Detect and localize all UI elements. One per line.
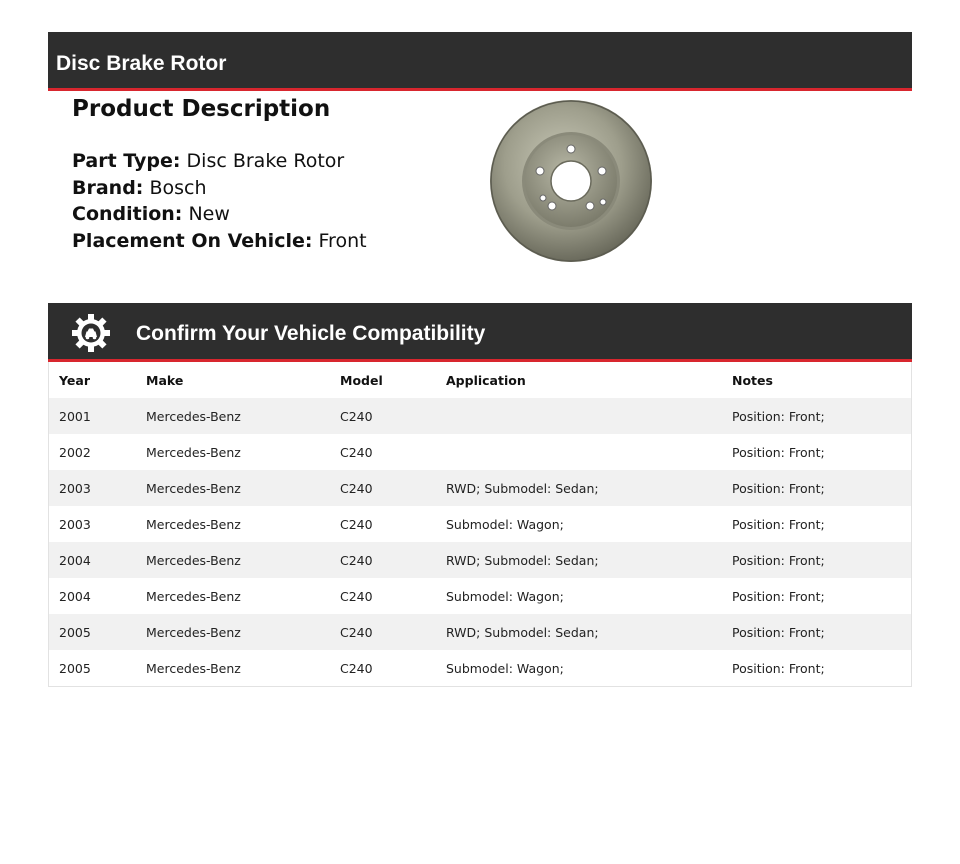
cell-make: Mercedes-Benz xyxy=(146,624,241,640)
table-row xyxy=(49,470,911,506)
cell-year: 2002 xyxy=(59,444,91,460)
cell-application: RWD; Submodel: Sedan; xyxy=(446,552,599,568)
spec-brand xyxy=(72,175,452,202)
cell-application: Submodel: Wagon; xyxy=(446,588,564,604)
table-row xyxy=(49,650,911,686)
cell-model: C240 xyxy=(340,624,373,640)
spec-part-type xyxy=(72,148,452,175)
table-body xyxy=(49,398,911,686)
spec-value: Bosch xyxy=(149,176,207,199)
cell-model: C240 xyxy=(340,408,373,424)
table-row xyxy=(49,398,911,434)
column-header-model: Model xyxy=(340,372,383,388)
table-row xyxy=(49,542,911,578)
cell-make: Mercedes-Benz xyxy=(146,552,241,568)
cell-notes: Position: Front; xyxy=(732,588,825,604)
cell-year: 2001 xyxy=(59,408,91,424)
table-row xyxy=(49,506,911,542)
column-header-year: Year xyxy=(59,372,90,388)
table-header-row xyxy=(49,362,911,398)
cell-year: 2003 xyxy=(59,516,91,532)
cell-notes: Position: Front; xyxy=(732,552,825,568)
cell-year: 2005 xyxy=(59,624,91,640)
spec-label: Part Type: xyxy=(72,150,181,172)
spec-label: Condition: xyxy=(72,203,183,225)
description-heading: Product Description xyxy=(72,96,331,122)
cell-year: 2004 xyxy=(59,552,91,568)
compatibility-banner xyxy=(48,303,912,362)
cell-notes: Position: Front; xyxy=(732,480,825,496)
compatibility-table xyxy=(48,362,912,687)
cell-notes: Position: Front; xyxy=(732,624,825,640)
table-row xyxy=(49,578,911,614)
cell-make: Mercedes-Benz xyxy=(146,588,241,604)
cell-model: C240 xyxy=(340,660,373,676)
cell-model: C240 xyxy=(340,480,373,496)
cell-year: 2003 xyxy=(59,480,91,496)
cell-application xyxy=(436,434,722,470)
column-header-application: Application xyxy=(446,372,526,388)
cell-make: Mercedes-Benz xyxy=(146,480,241,496)
cell-notes: Position: Front; xyxy=(732,516,825,532)
table-row xyxy=(49,614,911,650)
cell-application: Submodel: Wagon; xyxy=(446,516,564,532)
column-header-notes: Notes xyxy=(732,372,773,388)
cell-model: C240 xyxy=(340,588,373,604)
cell-notes: Position: Front; xyxy=(732,444,825,460)
cell-year: 2005 xyxy=(59,660,91,676)
cell-notes: Position: Front; xyxy=(732,660,825,676)
spec-value: New xyxy=(188,203,230,225)
cell-model: C240 xyxy=(340,516,373,532)
cell-application xyxy=(436,398,722,434)
cell-year: 2004 xyxy=(59,588,91,604)
spec-list xyxy=(72,148,452,254)
cell-make: Mercedes-Benz xyxy=(146,444,241,460)
cell-make: Mercedes-Benz xyxy=(146,660,241,676)
compatibility-title: Confirm Your Vehicle Compatibility xyxy=(136,322,486,345)
product-title-banner xyxy=(48,32,912,91)
cell-make: Mercedes-Benz xyxy=(146,516,241,532)
spec-label: Placement On Vehicle: xyxy=(72,229,313,252)
column-header-make: Make xyxy=(146,372,184,388)
cell-application: RWD; Submodel: Sedan; xyxy=(446,624,599,640)
brake-rotor-image xyxy=(489,99,653,263)
spec-label: Brand: xyxy=(72,176,144,199)
spec-placement xyxy=(72,228,452,255)
cell-make: Mercedes-Benz xyxy=(146,408,241,424)
cell-application: Submodel: Wagon; xyxy=(446,660,564,676)
spec-value: Disc Brake Rotor xyxy=(186,150,345,172)
spec-condition xyxy=(72,201,452,228)
spec-value: Front xyxy=(318,229,367,252)
cell-notes: Position: Front; xyxy=(732,408,825,424)
product-description xyxy=(72,96,452,254)
cell-model: C240 xyxy=(340,552,373,568)
gear-car-icon xyxy=(70,312,112,354)
cell-application: RWD; Submodel: Sedan; xyxy=(446,480,599,496)
table-row xyxy=(49,434,911,470)
product-title: Disc Brake Rotor xyxy=(56,52,227,75)
cell-model: C240 xyxy=(340,444,373,460)
